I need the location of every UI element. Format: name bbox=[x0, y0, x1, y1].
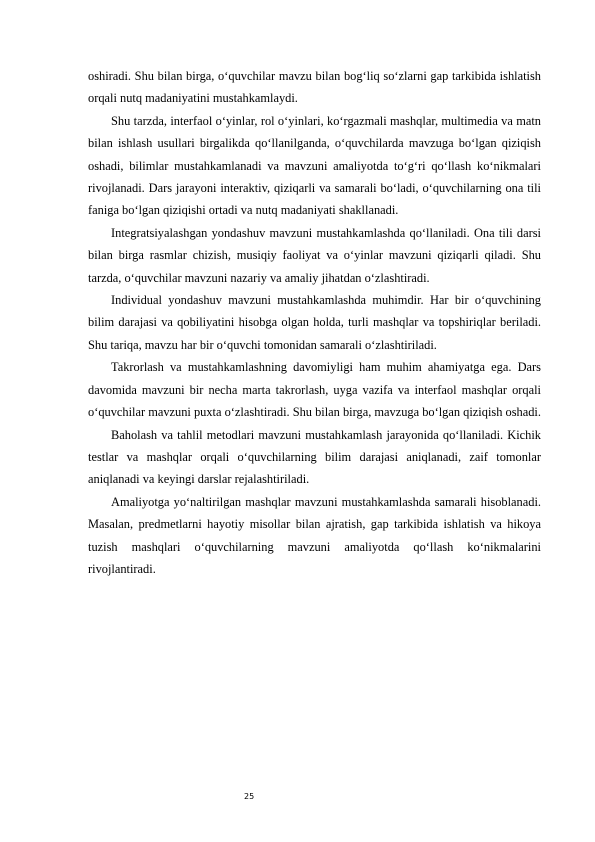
paragraph-continuation: oshiradi. Shu bilan birga, o‘quvchilar mavzu bilan bog‘liq so‘zlarni gap tarkibida ishlatish orqali nutq madaniyatini mustahkamlaydi. bbox=[88, 69, 541, 106]
paragraph-integrated-approach: Integratsiyalashgan yondashuv mavzuni mustahkamlashda qo‘llaniladi. Ona tili darsi bilan birga rasmlar chizish, musiqiy faoliyat va o‘yinlar mavzuni qiziqarli qiladi. Shu tarzda, o‘quvchilar mavzuni nazariy va amaliy jihatdan o‘zlashtiradi. bbox=[88, 225, 541, 285]
paragraph-interactive-methods: Shu tarzda, interfaol o‘yinlar, rol o‘yinlari, ko‘rgazmali mashqlar, multimedia va matn bilan ishlash usullari birgalikda qo‘llanilganda, o‘quvchilarda mavzuga bo‘lgan qiziqish oshadi, bilimlar mustahkamlanadi va mavzuni amaliyotda to‘g‘ri qo‘llash ko‘nikmalari rivojlanadi. Dars jarayoni interaktiv, qiziqarli va samarali bo‘ladi, o‘quvchilarning ona tili faniga bo‘lgan qiziqishi ortadi va nutq madaniyati shakllanadi. bbox=[88, 113, 541, 218]
page-number: 25 bbox=[244, 792, 255, 801]
document-body bbox=[88, 65, 541, 580]
paragraph-individual-approach: Individual yondashuv mavzuni mustahkamlashda muhimdir. Har bir o‘quvchining bilim darajasi va qobiliyatini hisobga olgan holda, turli mashqlar va topshiriqlar beriladi. Shu tariqa, mavzu har bir o‘quvchi tomonidan samarali o‘zlashtiriladi. bbox=[88, 293, 541, 352]
paragraph-repetition: Takrorlash va mustahkamlashning davomiyligi ham muhim ahamiyatga ega. Dars davomida mavzuni bir necha marta takrorlash, uyga vazifa va interfaol mashqlar orqali o‘quvchilar mavzuni puxta o‘zlashtiradi. Shu bilan birga, mavzuga bo‘lgan qiziqish oshadi. bbox=[88, 360, 541, 420]
paragraph-assessment: Baholash va tahlil metodlari mavzuni mustahkamlash jarayonida qo‘llaniladi. Kichik testlar va mashqlar orqali o‘quvchilarning bilim darajasi aniqlanadi, zaif tomonlar aniqlanadi va keyingi darslar rejalashtiriladi. bbox=[88, 427, 541, 487]
paragraph-practice-exercises: Amaliyotga yo‘naltirilgan mashqlar mavzuni mustahkamlashda samarali hisoblanadi. Masalan, predmetlarni hayotiy misollar bilan ajratish, gap tarkibida ishlatish va hikoya tuzish mashqlari o‘quvchilarning mavzuni amaliyotda qo‘llash ko‘nikmalarini rivojlantiradi. bbox=[88, 494, 541, 576]
